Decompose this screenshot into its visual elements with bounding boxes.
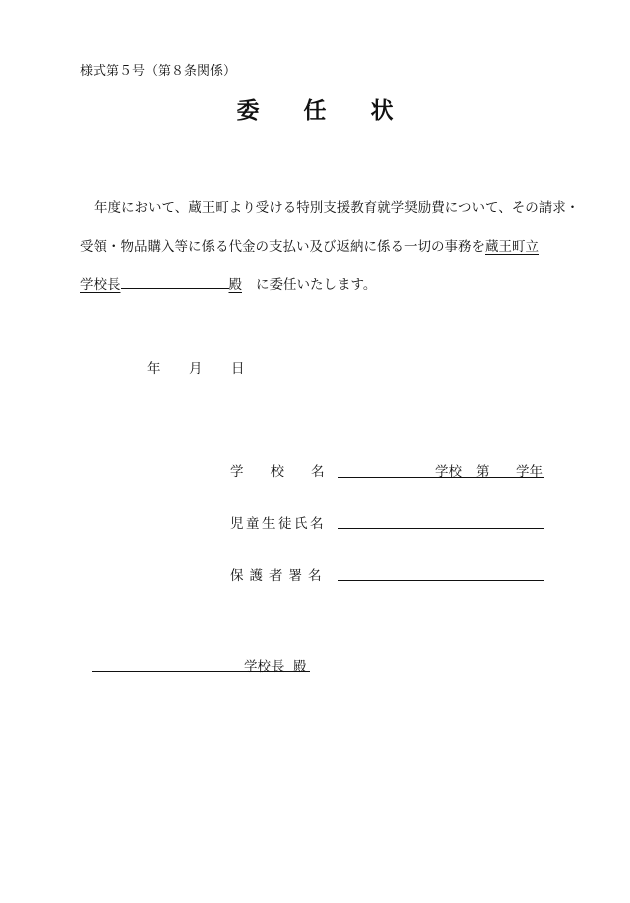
- school-name-label: 学 校 名: [230, 464, 325, 480]
- paragraph-line-2: [80, 235, 539, 255]
- addressee-honorific: 殿: [293, 659, 307, 675]
- paragraph-text-3: に委任いたします。: [256, 277, 377, 293]
- date-year-label: 年: [147, 361, 161, 377]
- paragraph-line-1: [80, 196, 579, 216]
- honorific-dono: 殿: [228, 277, 242, 293]
- school-head-label: 学校長: [80, 277, 121, 293]
- date-day-label: 日: [231, 361, 245, 377]
- addressee-school-input[interactable]: [92, 656, 238, 670]
- paragraph-text-2: 受領・物品購入等に係る代金の支払い及び返納に係る一切の事務を: [80, 239, 485, 255]
- school-suffix: 学校: [435, 464, 462, 480]
- guardian-signature-label: 保護者署名: [230, 568, 328, 584]
- guardian-signature-input[interactable]: [338, 580, 544, 581]
- town-school-prefix: 蔵王町立: [485, 239, 539, 255]
- school-name-input[interactable]: [338, 462, 430, 476]
- addressee-title: 学校長: [244, 659, 285, 675]
- document-title: 委任状: [236, 97, 438, 124]
- form-number: 様式第５号（第８条関係）: [80, 64, 237, 79]
- student-name-input[interactable]: [338, 528, 544, 529]
- grade-prefix: 第: [476, 464, 490, 480]
- student-name-label: 児童生徒氏名: [230, 516, 326, 532]
- date-month-label: 月: [189, 361, 203, 377]
- grade-suffix: 学年: [516, 464, 543, 480]
- school-head-name-blank[interactable]: [121, 274, 229, 289]
- grade-input[interactable]: [493, 462, 513, 476]
- paragraph-text-1: 年度において、蔵王町より受ける特別支援教育就学奨励費について、その請求・: [94, 200, 580, 216]
- paragraph-line-3: [80, 273, 376, 293]
